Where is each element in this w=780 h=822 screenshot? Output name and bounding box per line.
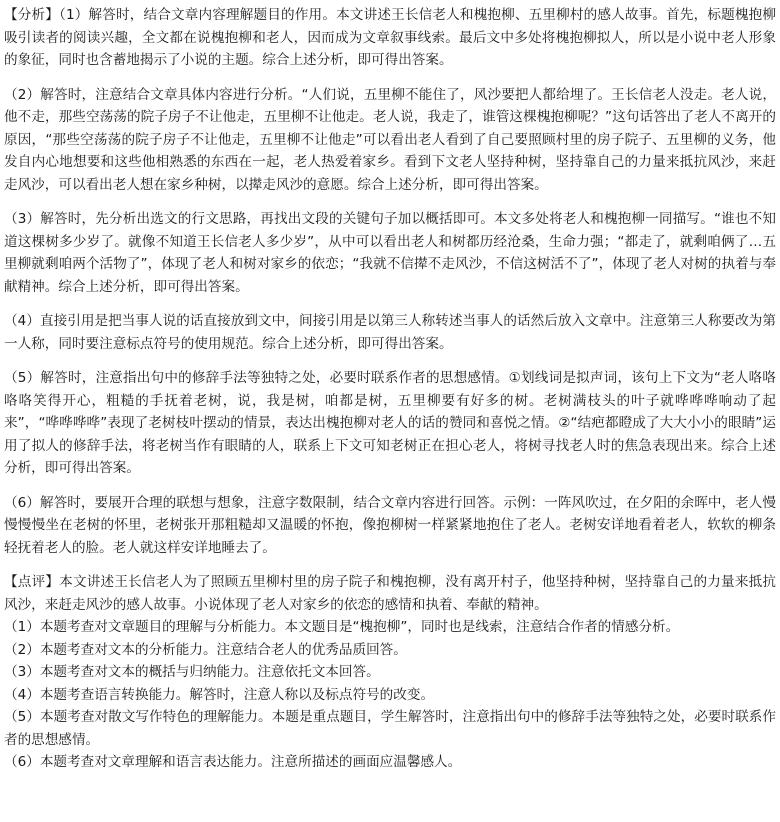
comment-item-4: （4）本题考查语言转换能力。解答时，注意人称以及标点符号的改变。 [4, 686, 435, 703]
comment-item-6: （6）本题考查对文章理解和语言表达能力。注意所描述的画面应温馨感人。 [4, 754, 462, 770]
comment-item-3: （3）本题考查对文本的概括与归纳能力。注意依托文本回答。 [4, 664, 380, 680]
comment-item-5: （5）本题考查对散文写作特色的理解能力。本题是重点题目，学生解答时，注意指出句中的修辞手法等独特之处，必要时联系作者的思想感情。 [4, 709, 776, 748]
analysis-paragraph-4: （4）直接引用是把当事人说的话直接放到文中，间接引用是以第三人称转述当事人的话然后放入文章中。注意第三人称要改为第一人称，同时要注意标点符号的使用规范。综合上述分析，即可得出答案。 [4, 313, 776, 352]
analysis-paragraph-5: （5）解答时，注意指出句中的修辞手法等独特之处，必要时联系作者的思想感情。①划线词是拟声词，该句上下文为“老人咯咯咯咯笑得开心，粗糙的手抚着老树，说，我是树，咱都是树，五里柳要有好多的树。老树满枝头的叶子就哗哗哗响动了起来”，“哗哗哗哗”表现了老树枝叶摆动的情景，表达出槐抱柳对老人的话的赞同和喜悦之情。②“结疤都瞪成了大大小小的眼睛”运用了拟人的修辞手法，将老树当作有眼睛的人，联系上下文可知老树正在担心老人，将树寻找老人时的焦急表现出来。综合上述分析，即可得出答案。 [4, 370, 776, 476]
analysis-paragraph-6: （6）解答时，要展开合理的联想与想象，注意字数限制，结合文章内容进行回答。示例：一阵风吹过，在夕阳的余晖中，老人慢慢慢慢坐在老树的怀里，老树张开那粗糙却又温暖的怀抱，像抱柳树一样紧紧地抱住了老人。老树安详地看着老人，软软的柳条轻抚着老人的脸。老人就这样安详地睡去了。 [4, 494, 776, 556]
analysis-paragraph-2: （2）解答时，注意结合文章具体内容进行分析。“人们说，五里柳不能住了，风沙要把人都给埋了。王长信老人没走。老人说，他不走，那些空荡荡的院子房子不让他走，五里柳不让他走。老人说，我走了，谁管这棵槐抱柳呢？”这句话答出了老人不离开的原因，“那些空荡荡的院子房子不让他走，五里柳不让他走”可以看出老人看到了自己要照顾村里的房子院子、五里柳的义务，他发自内心地想要和这些他相熟悉的东西在一起，老人热爱着家乡。看到下文老人坚持种树，坚持靠自己的力量来抵抗风沙，来赶走风沙，可以看出老人想在家乡种树，以撵走风沙的意愿。综合上述分析，即可得出答案。 [4, 86, 776, 193]
analysis-paragraph-3: （3）解答时，先分析出选文的行文思路，再找出文段的关键句子加以概括即可。本文多处将老人和槐抱柳一同描写。“谁也不知道这棵树多少岁了。就像不知道王长信老人多少岁”，从中可以看出老人和树都历经沧桑，生命力强；“都走了，就剩咱俩了…五里柳就剩咱两个活物了”，体现了老人和树对家乡的依恋；“我就不信撵不走风沙，不信这树活不了”，体现了老人对树的执着与奉献精神。综合上述分析，即可得出答案。 [4, 211, 776, 295]
analysis-paragraph-1: 【分析】（1）解答时，结合文章内容理解题目的作用。本文讲述王长信老人和槐抱柳、五里柳村的感人故事。首先，标题槐抱柳吸引读者的阅读兴趣，全文都在说槐抱柳和老人，因而成为文章叙事线索。最后文中多处将槐抱柳拟人，所以是小说中老人形象的象征，同时也含蓄地揭示了小说的主题。综合上述分析，即可得出答案。 [4, 7, 776, 68]
comment-intro: 【点评】本文讲述王长信老人为了照顾五里柳村里的房子院子和槐抱柳，没有离开村子，他坚持种树，坚持靠自己的力量来抵抗风沙，来赶走风沙的感人故事。小说体现了老人对家乡的依恋的感情和执着、奉献的精神。 [4, 574, 776, 613]
comment-item-1: （1）本题考查对文章题目的理解与分析能力。本文题目是“槐抱柳”，同时也是线索，注意结合作者的情感分析。 [4, 619, 680, 635]
comment-item-2: （2）本题考查对文本的分析能力。注意结合老人的优秀品质回答。 [4, 641, 407, 658]
